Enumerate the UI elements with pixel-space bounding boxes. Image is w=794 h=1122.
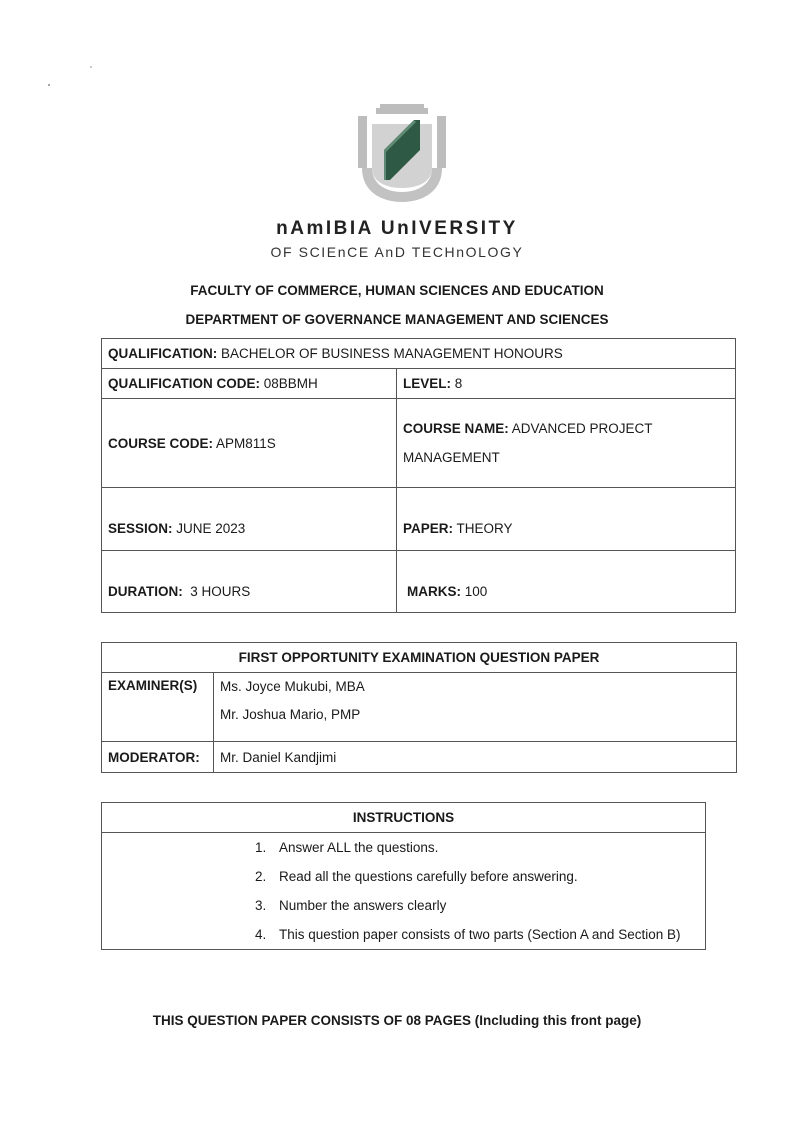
table-row: [102, 488, 736, 551]
examiners-label: EXAMINER(S): [102, 673, 214, 742]
university-name: nAmIBIA UnIVERSITY: [276, 218, 518, 239]
instruction-item: [255, 891, 697, 920]
instruction-text: Answer ALL the questions.: [279, 840, 439, 855]
examiner-name: Ms. Joyce Mukubi, MBA: [220, 679, 365, 694]
table-row: [102, 833, 706, 950]
course-info-table: [101, 338, 736, 613]
qualification-value: BACHELOR OF BUSINESS MANAGEMENT HONOURS: [221, 346, 563, 361]
instruction-number: 1.: [255, 840, 267, 855]
qualification-code-value: 08BBMH: [263, 376, 318, 391]
course-name-cell: [397, 399, 736, 488]
session-label: SESSION:: [108, 521, 173, 536]
department-title: DEPARTMENT OF GOVERNANCE MANAGEMENT AND SCIENCES: [185, 312, 609, 327]
instructions-title: INSTRUCTIONS: [102, 803, 706, 833]
qualification-label: QUALIFICATION:: [108, 346, 218, 361]
course-name-label: COURSE NAME:: [403, 421, 509, 436]
faculty-title: FACULTY OF COMMERCE, HUMAN SCIENCES AND EDUCATION: [190, 283, 604, 298]
table-row: [102, 399, 736, 488]
table-row: [102, 742, 737, 773]
table-row: [102, 803, 706, 833]
duration-cell: [102, 551, 397, 613]
level-cell: [397, 369, 736, 399]
instruction-number: 2.: [255, 869, 267, 884]
examination-table: [101, 642, 737, 773]
level-label: LEVEL:: [403, 376, 452, 391]
instruction-item: [255, 862, 697, 891]
marks-value: 100: [464, 584, 488, 599]
table-row: [102, 643, 737, 673]
instruction-text: This question paper consists of two parts (Section A and Section B): [279, 927, 681, 942]
instruction-item: [255, 833, 697, 862]
instructions-list: [255, 833, 697, 949]
table-row: [102, 369, 736, 399]
duration-label: DURATION:: [108, 584, 183, 599]
instruction-item: [255, 920, 697, 949]
moderator-name: Mr. Daniel Kandjimi: [214, 742, 737, 773]
instruction-text: Number the answers clearly: [279, 898, 447, 913]
exam-title: FIRST OPPORTUNITY EXAMINATION QUESTION PAPER: [102, 643, 737, 673]
scan-speck: [90, 66, 92, 68]
course-name-value-line1: ADVANCED PROJECT: [511, 421, 653, 436]
instruction-number: 4.: [255, 927, 267, 942]
session-cell: [102, 488, 397, 551]
table-row: [102, 339, 736, 369]
qualification-code-cell: [102, 369, 397, 399]
paper-cell: [397, 488, 736, 551]
examiner-name: Mr. Joshua Mario, PMP: [220, 707, 361, 722]
course-name-value-line2: MANAGEMENT: [403, 450, 500, 465]
qualification-cell: [102, 339, 736, 369]
paper-value: THEORY: [456, 521, 513, 536]
instruction-text: Read all the questions carefully before answering.: [279, 869, 578, 884]
level-value: 8: [454, 376, 463, 391]
session-value: JUNE 2023: [176, 521, 246, 536]
qualification-code-label: QUALIFICATION CODE:: [108, 376, 260, 391]
paper-label: PAPER:: [403, 521, 454, 536]
marks-cell: [397, 551, 736, 613]
university-logo-icon: [358, 104, 446, 202]
page-count-note: THIS QUESTION PAPER CONSISTS OF 08 PAGES (Including this front page): [152, 1013, 642, 1028]
instructions-cell: [102, 833, 706, 950]
course-code-label: COURSE CODE:: [108, 435, 214, 451]
course-code-cell: [102, 399, 397, 488]
marks-label: MARKS:: [407, 584, 461, 599]
course-code-value: APM811S: [216, 435, 276, 451]
moderator-label: MODERATOR:: [102, 742, 214, 773]
instruction-number: 3.: [255, 898, 267, 913]
examiners-cell: [214, 673, 737, 742]
table-row: [102, 551, 736, 613]
instructions-table: [101, 802, 706, 950]
table-row: [102, 673, 737, 742]
scan-speck: [48, 84, 50, 86]
university-subtitle: OF SCIEnCE AnD TECHnOLOGY: [270, 244, 524, 260]
duration-value: 3 HOURS: [190, 584, 251, 599]
